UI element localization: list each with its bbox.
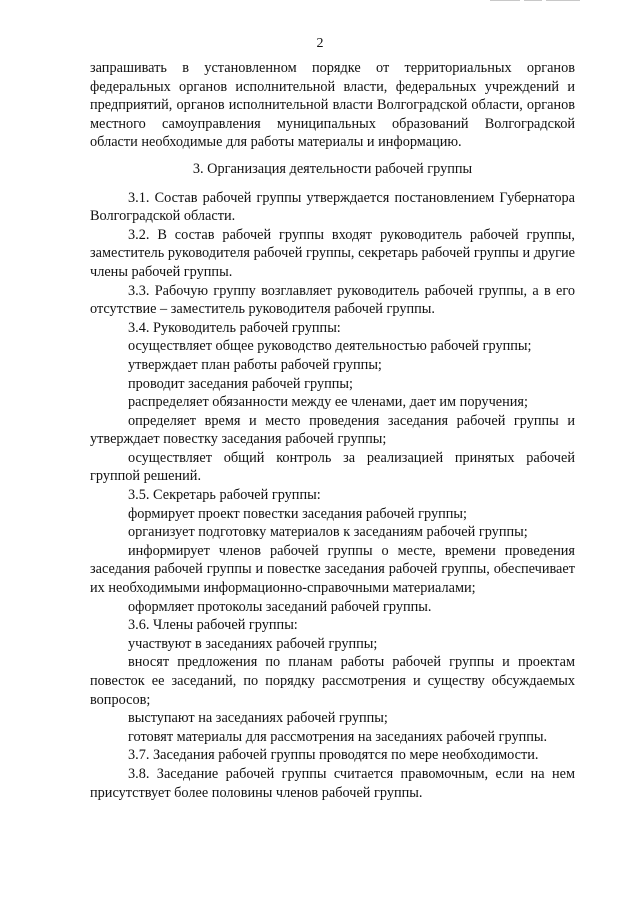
duty-set-time-place: определяет время и место проведения заседания рабочей группы и утверждает повестку заседания рабочей группы; (90, 412, 575, 448)
duty-hold-meetings: проводит заседания рабочей группы; (128, 375, 353, 392)
item-3-3: 3.3. Рабочую группу возглавляет руководитель рабочей группы, а в его отсутствие – заместитель руководителя рабочей группы. (90, 282, 575, 318)
members-prepare-materials: готовят материалы для рассмотрения на заседаниях рабочей группы. (128, 728, 548, 745)
item-3-2: 3.2. В состав рабочей группы входят руководитель рабочей группы, заместитель руководителя рабочей группы, секретарь рабочей группы и другие члены рабочей группы. (90, 226, 575, 280)
item-3-7: 3.7. Заседания рабочей группы проводятся по мере необходимости. (128, 747, 539, 764)
page-number: 2 (316, 36, 324, 51)
item-3-4-heading: 3.4. Руководитель рабочей группы: (128, 319, 341, 336)
secretary-prepare-materials: организует подготовку материалов к заседаниям рабочей группы; (128, 524, 528, 541)
members-proposals: вносят предложения по планам работы рабочей группы и проектам повесток ее заседаний, по порядку рассмотрения и существу обсуждаемых вопросов; (90, 654, 575, 708)
item-3-5-heading: 3.5. Секретарь рабочей группы: (128, 487, 321, 504)
intro-paragraph: запрашивать в установленном порядке от территориальных органов федеральных органов исполнительной власти, федеральных учреждений и предприятий, органов исполнительной власти Волгоградской области, органов местного самоуправления муниципальных образований Волгоградской области необходимые для работы материалы и информацию. (90, 60, 575, 151)
scan-header-marks (490, 0, 580, 3)
section-heading: 3. Организация деятельности рабочей группы (192, 160, 473, 177)
secretary-minutes: оформляет протоколы заседаний рабочей группы. (128, 598, 432, 615)
item-3-8: 3.8. Заседание рабочей группы считается правомочным, если на нем присутствует более половины членов рабочей группы. (90, 765, 575, 801)
members-speak: выступают на заседаниях рабочей группы; (128, 710, 388, 727)
secretary-inform-members: информирует членов рабочей группы о месте, времени проведения заседания рабочей группы и повестке заседания рабочей группы, обеспечивает их необходимыми информационно-справочными материалами; (90, 542, 575, 597)
document-body (90, 59, 575, 802)
duty-distribute-responsibilities: распределяет обязанности между ее членами, дает им поручения; (128, 394, 528, 411)
item-3-6-heading: 3.6. Члены рабочей группы: (128, 617, 298, 634)
secretary-draft-agenda: формирует проект повестки заседания рабочей группы; (128, 505, 468, 522)
duty-general-management: осуществляет общее руководство деятельностью рабочей группы; (128, 338, 532, 355)
members-participate: участвуют в заседаниях рабочей группы; (128, 635, 378, 652)
item-3-1: 3.1. Состав рабочей группы утверждается постановлением Губернатора Волгоградской области. (90, 189, 575, 225)
duty-general-control: осуществляет общий контроль за реализацией принятых рабочей группой решений. (90, 449, 575, 485)
duty-approve-plan: утверждает план работы рабочей группы; (128, 356, 382, 373)
